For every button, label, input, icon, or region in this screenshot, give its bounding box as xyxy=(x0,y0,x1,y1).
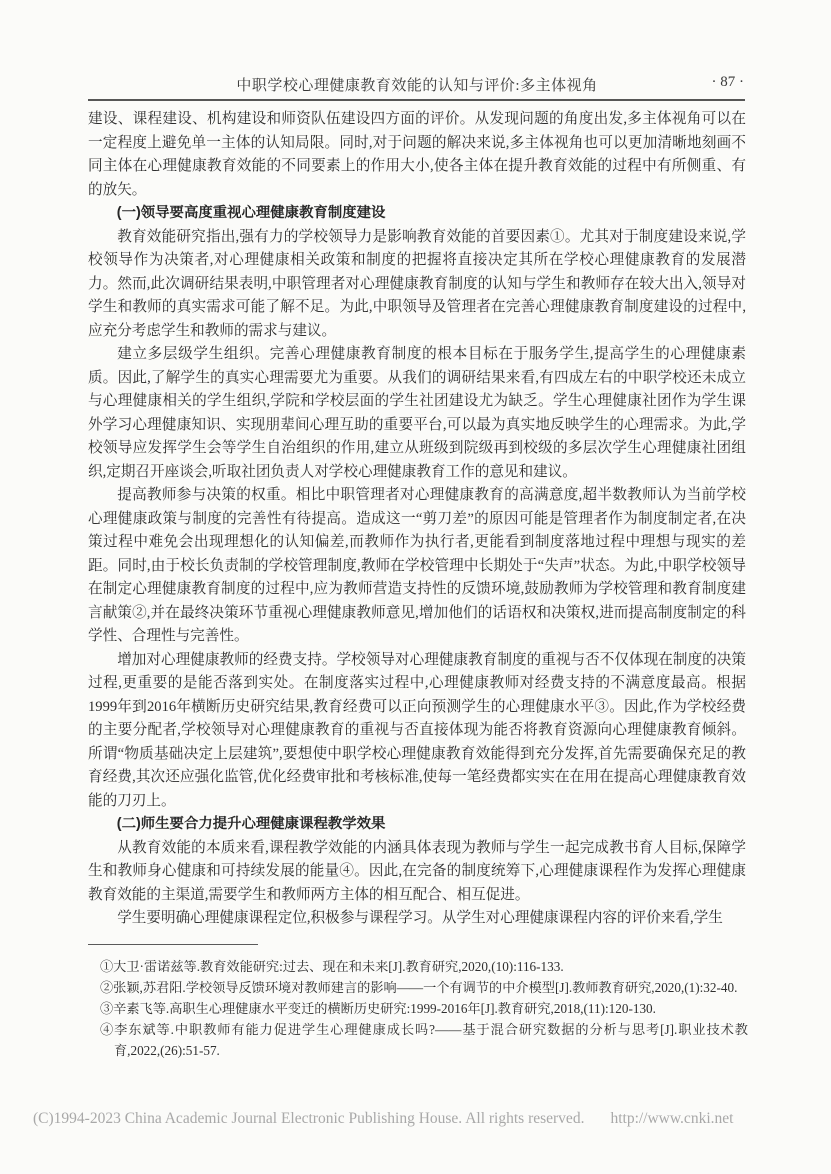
paragraph: 从教育效能的本质来看,课程教学效能的内涵具体表现为教师与学生一起完成教书育人目标,保障学生和教师身心健康和可持续发展的能量④。因此,在完备的制度统筹下,心理健康课程作为发挥心理健康教育效能的主渠道,需要学生和教师两方主体的相互配合、相互促进。 xyxy=(88,839,746,903)
cnki-url: http://www.cnki.net xyxy=(610,1110,734,1127)
page-number: · 87 · xyxy=(711,74,744,90)
running-title: 中职学校心理健康教育效能的认知与评价:多主体视角 xyxy=(236,78,598,94)
section-heading-1: (一)领导要高度重视心理健康教育制度建设 xyxy=(116,205,386,221)
page-footer xyxy=(33,1110,813,1128)
footnote-3: ③辛素飞等.高职生心理健康水平变迁的横断历史研究:1999-2016年[J].教育研究,2018,(11):120-130. xyxy=(100,1001,656,1016)
footnotes xyxy=(100,956,748,1061)
section-heading-2: (二)师生要合力提升心理健康课程教学效果 xyxy=(116,816,386,832)
paragraph: 学生要明确心理健康课程定位,积极参与课程学习。从学生对心理健康课程内容的评价来看,学生 xyxy=(117,910,723,926)
running-header xyxy=(88,74,746,94)
footnote-separator xyxy=(88,944,258,945)
footnote-1: ①大卫·雷诺兹等.教育效能研究:过去、现在和未来[J].教育研究,2020,(10):116-133. xyxy=(100,959,564,974)
footnote-4: ④李东斌等.中职教师有能力促进学生心理健康成长吗?——基于混合研究数据的分析与思考[J].职业技术教育,2022,(26):51-57. xyxy=(100,1022,748,1058)
paragraph: 建立多层级学生组织。完善心理健康教育制度的根本目标在于服务学生,提高学生的心理健康素质。因此,了解学生的真实心理需要尤为重要。从我们的调研结果来看,有四成左右的中职学校还未成立与心理健康相关的学生组织,学院和学校层面的学生社团建设尤为缺乏。学生心理健康社团作为学生课外学习心理健康知识、实现朋辈间心理互助的重要平台,可以最为真实地反映学生的心理需求。为此,学校领导应发挥学生会等学生自治组织的作用,建立从班级到院级再到校级的多层次学生心理健康社团组织,定期召开座谈会,听取社团负责人对学校心理健康教育工作的意见和建议。 xyxy=(88,346,746,480)
paragraph: 提高教师参与决策的权重。相比中职管理者对心理健康教育的高满意度,超半数教师认为当前学校心理健康政策与制度的完善性有待提高。造成这一“剪刀差”的原因可能是管理者作为制度制定者,在决策过程中难免会出现理想化的认知偏差,而教师作为执行者,更能看到制度落地过程中理想与现实的差距。同时,由于校长负责制的学校管理制度,教师在学校管理中长期处于“失声”状态。为此,中职学校领导在制定心理健康教育制度的过程中,应为教师营造支持性的反馈环境,鼓励教师为学校管理和教育制度建言献策②,并在最终决策环节重视心理健康教师意见,增加他们的话语权和决策权,进而提高制度制定的科学性、合理性与完善性。 xyxy=(88,487,746,644)
footnote-2: ②张颖,苏君阳.学校领导反馈环境对教师建言的影响——一个有调节的中介模型[J].教师教育研究,2020,(1):32-40. xyxy=(100,980,738,995)
article-body xyxy=(88,108,746,931)
paragraph-continuation: 建设、课程建设、机构建设和师资队伍建设四方面的评价。从发现问题的角度出发,多主体视角可以在一定程度上避免单一主体的认知局限。同时,对于问题的解决来说,多主体视角也可以更加清晰地刻画不同主体在心理健康教育效能的不同要素上的作用大小,使各主体在提升教育效能的过程中有所侧重、有的放矢。 xyxy=(88,111,746,198)
copyright-text: (C)1994-2023 China Academic Journal Electronic Publishing House. All rights reserved. xyxy=(33,1110,585,1127)
paragraph: 增加对心理健康教师的经费支持。学校领导对心理健康教育制度的重视与否不仅体现在制度的决策过程,更重要的是能否落到实处。在制度落实过程中,心理健康教师对经费支持的不满意度最高。根据1999年到2016年横断历史研究结果,教育经费可以正向预测学生的心理健康水平③。因此,作为学校经费的主要分配者,学校领导对心理健康教育的重视与否直接体现为能否将教育资源向心理健康教育倾斜。所谓“物质基础决定上层建筑”,要想使中职学校心理健康教育效能得到充分发挥,首先需要确保充足的教育经费,其次还应强化监管,优化经费审批和考核标准,使每一笔经费都实实在在用在提高心理健康教育效能的刀刃上。 xyxy=(88,651,746,809)
header-rule xyxy=(88,99,745,101)
paragraph: 教育效能研究指出,强有力的学校领导力是影响教育效能的首要因素①。尤其对于制度建设来说,学校领导作为决策者,对心理健康相关政策和制度的把握将直接决定其所在学校心理健康教育的发展潜力。然而,此次调研结果表明,中职管理者对心理健康教育制度的认知与学生和教师存在较大出入,领导对学生和教师的真实需求可能了解不足。为此,中职领导及管理者在完善心理健康教育制度建设的过程中,应充分考虑学生和教师的需求与建议。 xyxy=(88,228,746,339)
